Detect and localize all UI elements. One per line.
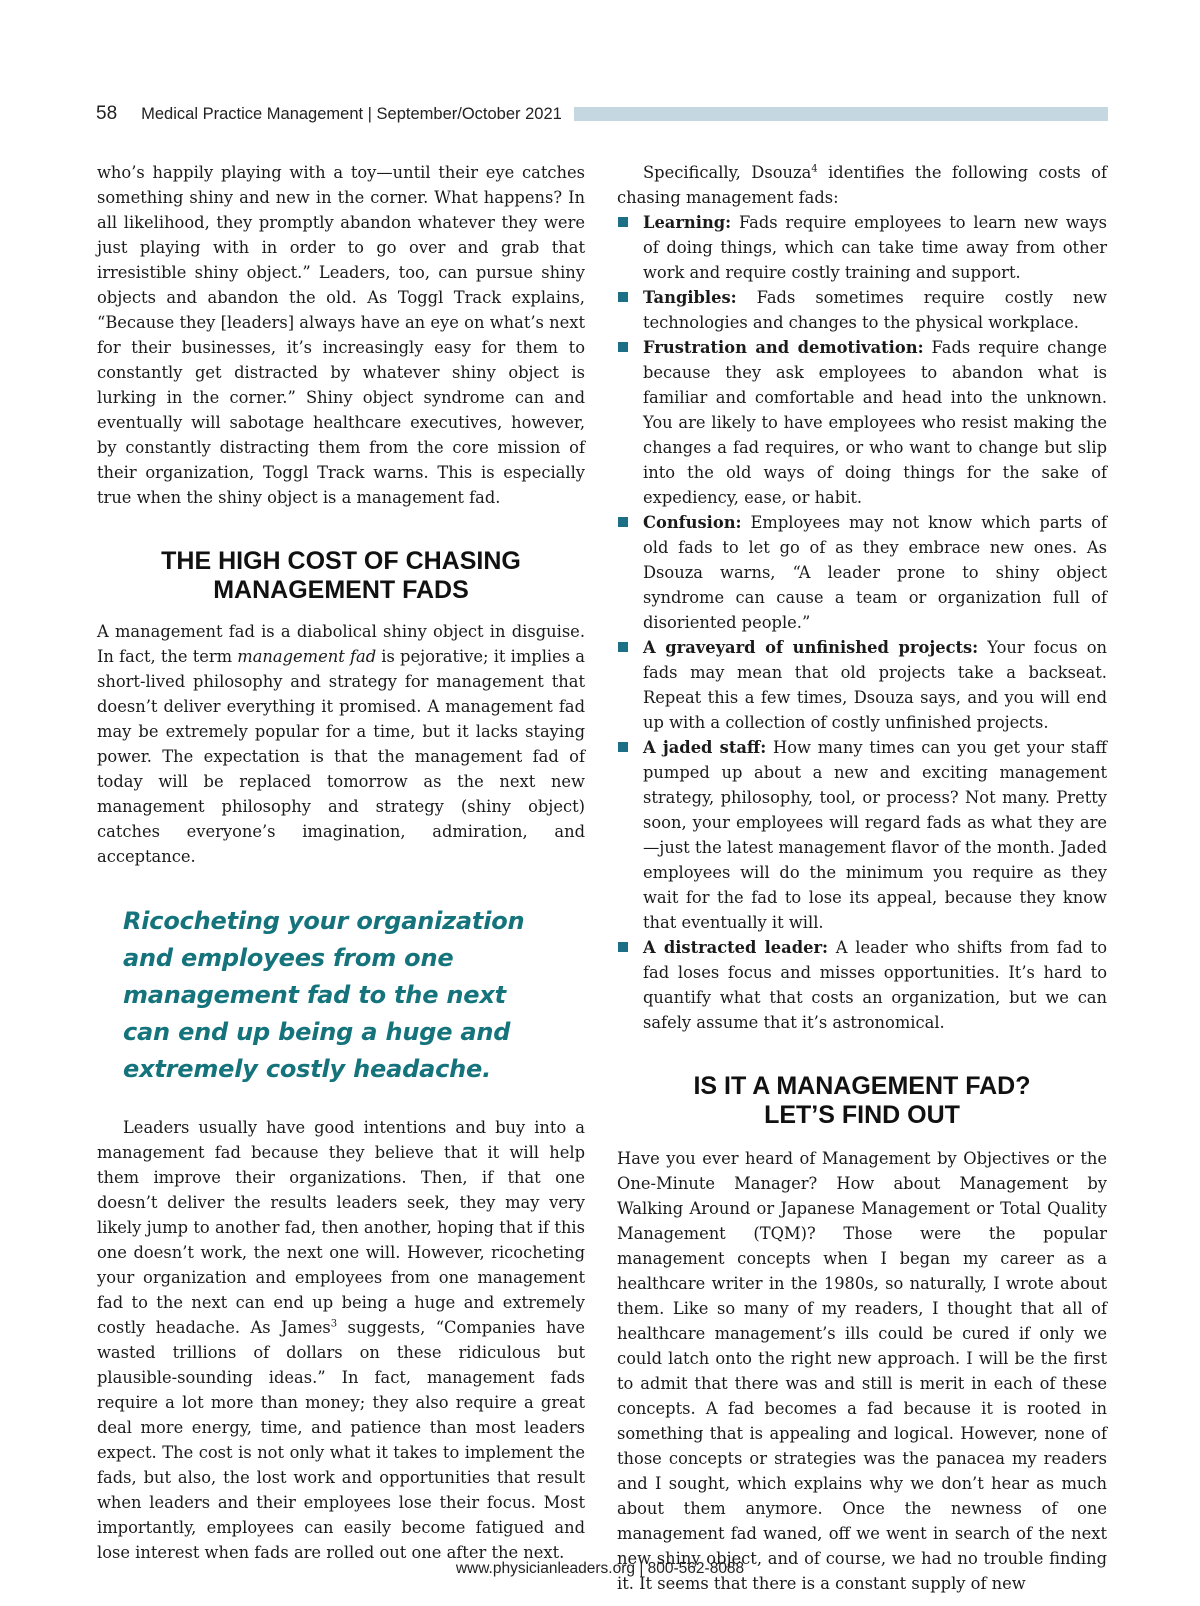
left-column [97, 160, 585, 1565]
pull-quote: Ricocheting your organization and employees from one management fad to the next can end up being a huge and extremely costly headache. [123, 907, 525, 1083]
bullet-square-icon [618, 217, 628, 227]
page-header [96, 100, 1108, 128]
page-number: 58 [96, 103, 118, 124]
list-item: Frustration and demotivation: Fads require change because they ask employees to abandon what is familiar and comfortable and head into the unknown. You are likely to have employees who resist making the changes a fad requires, or who want to change but slip into the old ways of doing things for the sake of expediency, ease, or habit. [617, 335, 1107, 510]
bullet-square-icon [618, 292, 628, 302]
cost-list [617, 210, 1107, 1035]
paragraph: Leaders usually have good intentions and buy into a management fad because they believe that it will help them improve their organizations. Then, if that one doesn’t deliver the results leaders seek, they may very likely jump to another fad, then another, hoping that if this one doesn’t work, the next one will. However, ricocheting your organization and employees from one management fad to the next can end up being a huge and extremely costly headache. As James$^3$ suggests, “Companies have wasted trillions of dollars on these ridiculous but plausible-sounding ideas.” In fact, management fads require a lot more than money; they also require a great deal more energy, time, and patience than most leaders expect. The cost is not only what it takes to implement the fads, but also, the lost work and opportunities that result when leaders and their employees lose their focus. Most importantly, employees can easily become fatigued and lose interest when fads are rolled out one after the next. [97, 1118, 585, 1562]
right-column [617, 160, 1107, 1596]
bullet-square-icon [618, 642, 628, 652]
publication-title: Medical Practice Management | September/October 2021 [141, 104, 562, 123]
list-item: Learning: Fads require employees to learn new ways of doing things, which can take time away from other work and require costly training and support. [617, 210, 1107, 285]
paragraph: Have you ever heard of Management by Objectives or the One-Minute Manager? How about Management by Walking Around or Japanese Management or Total Quality Management (TQM)? Those were the popular management concepts when I began my career as a healthcare writer in the 1980s, so naturally, I wrote about them. Like so many of my readers, I thought that all of healthcare management’s ills could be cured if only we could latch onto the right new approach. I will be the first to admit that there was and still is merit in each of these concepts. A fad becomes a fad because it is rooted in something that is appealing and logical. However, none of those concepts or strategies was the panacea my readers and I sought, which explains why we don’t hear as much about them anymore. Once the newness of one management fad waned, off we went in search of the next new shiny object, and of course, we had no trouble finding it. It seems that there is a constant supply of new [617, 1149, 1107, 1593]
bullet-square-icon [618, 517, 628, 527]
list-item: Confusion: Employees may not know which parts of old fads to let go of as they embrace new ones. As Dsouza warns, “A leader prone to shiny object syndrome can cause a team or organization full of disoriented people.” [617, 510, 1107, 635]
list-item: A jaded staff: How many times can you get your staff pumped up about a new and exciting management strategy, philosophy, tool, or process? Not many. Pretty soon, your employees will regard fads as what they are—just the latest management flavor of the month. Jaded employees will do the minimum you require as they wait for the fad to lose its appeal, because they know that eventually it will. [617, 735, 1107, 935]
paragraph: Specifically, Dsouza$^4$ identifies the following costs of chasing management fads: [617, 163, 1107, 207]
list-item: A distracted leader: A leader who shifts from fad to fad loses focus and misses opportunities. It’s hard to quantify what that costs an organization, but we can safely assume that it’s astronomical. [617, 935, 1107, 1035]
bullet-square-icon [618, 742, 628, 752]
paragraph: A management fad is a diabolical shiny object in disguise. In fact, the term management fad is pejorative; it implies a short-lived philosophy and strategy for management that doesn’t deliver everything it promised. A management fad may be extremely popular for a time, but it lacks staying power. The expectation is that the management fad of today will be replaced tomorrow as the next new management philosophy and strategy (shiny object) catches everyone’s imagination, admiration, and acceptance. [97, 622, 585, 866]
page-footer: www.physicianleaders.org | 800-562-8088 [455, 1560, 745, 1577]
section-heading: IS IT A MANAGEMENT FAD? LET’S FIND OUT [693, 1072, 1031, 1129]
paragraph: who’s happily playing with a toy—until their eye catches something shiny and new in the corner. What happens? In all likelihood, they promptly abandon whatever they were just playing with in order to go over and grab that irresistible shiny object.” Leaders, too, can pursue shiny objects and abandon the old. As Toggl Track explains, “Because they [leaders] always have an eye on what’s next for their businesses, it’s increasingly easy for them to constantly get distracted by whatever shiny object is lurking in the corner.” Shiny object syndrome can and eventually will sabotage healthcare executives, however, by constantly distracting them from the core mission of their organization, Toggl Track warns. This is especially true when the shiny object is a management fad. [97, 163, 585, 507]
section-heading: THE HIGH COST OF CHASING MANAGEMENT FADS [161, 547, 521, 604]
list-item: A graveyard of unfinished projects: Your focus on fads may mean that old projects take a backseat. Repeat this a few times, Dsouza says, and you will end up with a collection of costly unfinished projects. [617, 635, 1107, 735]
bullet-square-icon [618, 342, 628, 352]
list-item: Tangibles: Fads sometimes require costly new technologies and changes to the physical workplace. [617, 285, 1107, 335]
bullet-square-icon [618, 942, 628, 952]
header-bar [574, 107, 1108, 121]
